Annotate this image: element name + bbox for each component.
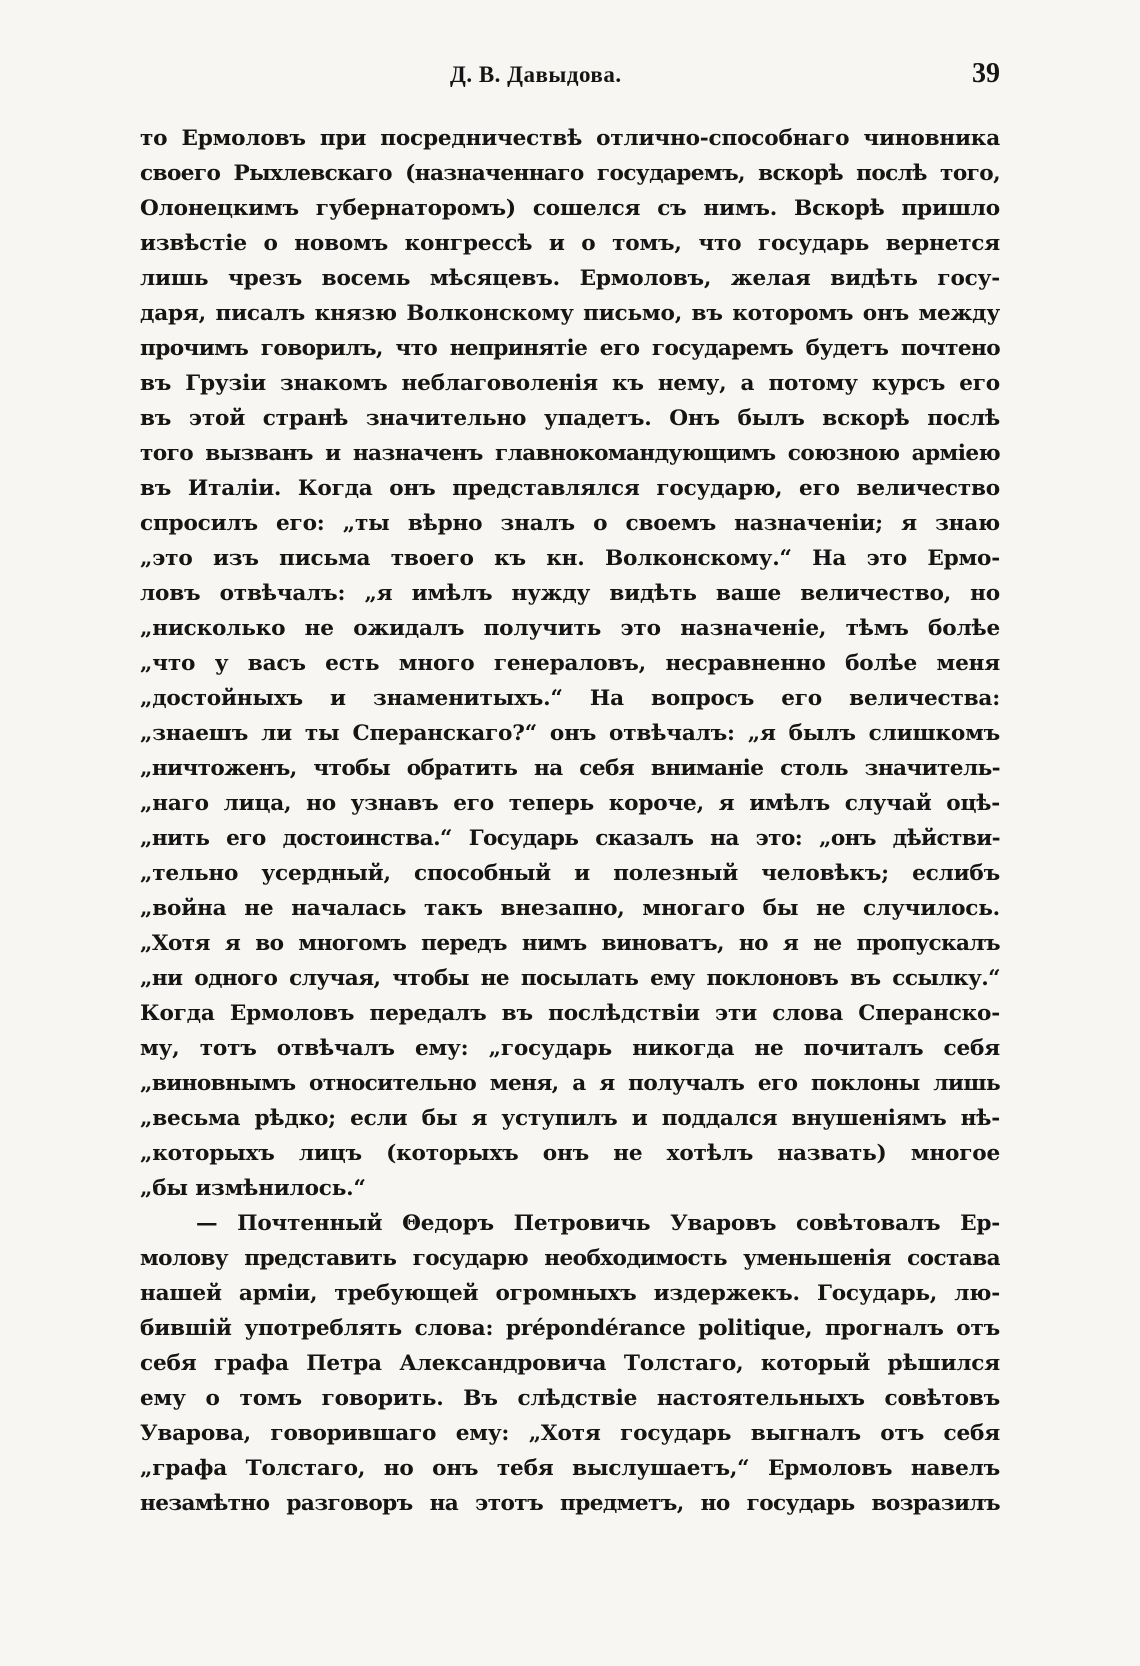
text-line: „которыхъ лицъ (которыхъ онъ не хотѣлъ назвать) многое	[140, 1141, 1000, 1166]
text-line: му, тотъ отвѣчалъ ему: „государь никогда не почиталъ себя	[140, 1036, 1000, 1061]
text-line: Когда Ермоловъ передалъ въ послѣдствіи эти слова Сперанско-	[140, 1001, 1000, 1026]
text-line: „ничтоженъ, чтобы обратить на себя вниманіе столь значитель-	[140, 756, 1000, 781]
text-line: незамѣтно разговоръ на этотъ предметъ, но государь возразилъ	[140, 1491, 1000, 1516]
text-line: бившій употреблять слова: prépondérance politique, прогналъ отъ	[140, 1316, 1000, 1341]
text-line: „война не началась такъ внезапно, многаго бы не случилось.	[140, 896, 1000, 921]
text-line: „графа Толстаго, но онъ тебя выслушаетъ,“ Ермоловъ навелъ	[140, 1456, 1000, 1481]
text-line: спросилъ его: „ты вѣрно зналъ о своемъ назначеніи; я знаю	[140, 511, 1000, 536]
text-line: Олонецкимъ губернаторомъ) сошелся съ нимъ. Вскорѣ пришло	[140, 196, 1000, 221]
text-line: Уварова, говорившаго ему: „Хотя государь выгналъ отъ себя	[140, 1421, 1000, 1446]
text-line: „бы измѣнилось.“	[140, 1176, 366, 1201]
page-header	[0, 58, 1140, 98]
text-line: лишь чрезъ восемь мѣсяцевъ. Ермоловъ, желая видѣть госу-	[140, 266, 1000, 291]
text-line: извѣстіе о новомъ конгрессѣ и о томъ, что государь вернется	[140, 231, 1000, 256]
text-line: „что у васъ есть много генераловъ, несравненно болѣе меня	[140, 651, 1000, 676]
text-line: то Ермоловъ при посредничествѣ отлично-способнаго чиновника	[140, 126, 1000, 151]
running-head: Д. В. Давыдова.	[450, 62, 622, 87]
text-line: „виновнымъ относительно меня, а я получалъ его поклоны лишь	[140, 1071, 1000, 1096]
body-text	[140, 121, 1000, 1521]
text-line: „тельно усердный, способный и полезный человѣкъ; еслибъ	[140, 861, 1000, 886]
text-line: нашей арміи, требующей огромныхъ издержекъ. Государь, лю-	[140, 1281, 1000, 1306]
text-line: „ни одного случая, чтобы не посылать ему поклоновъ въ ссылку.“	[140, 966, 1000, 991]
text-line: молову представить государю необходимость уменьшенія состава	[140, 1246, 1000, 1271]
text-line: „это изъ письма твоего къ кн. Волконскому.“ На это Ермо-	[140, 546, 1000, 571]
text-line: „достойныхъ и знаменитыхъ.“ На вопросъ его величества:	[140, 686, 1000, 711]
text-line: въ Грузіи знакомъ неблаговоленія къ нему, а потому курсъ его	[140, 371, 1000, 396]
text-line: „весьма рѣдко; если бы я уступилъ и поддался внушеніямъ нѣ-	[140, 1106, 1000, 1131]
text-line: даря, писалъ князю Волконскому письмо, въ которомъ онъ между	[140, 301, 1000, 326]
text-line: „нисколько не ожидалъ получить это назначеніе, тѣмъ болѣе	[140, 616, 1000, 641]
text-line: „нить его достоинства.“ Государь сказалъ на это: „онъ дѣйстви-	[140, 826, 1000, 851]
text-line: ему о томъ говорить. Въ слѣдствіе настоятельныхъ совѣтовъ	[140, 1386, 1000, 1411]
text-line: ловъ отвѣчалъ: „я имѣлъ нужду видѣть ваше величество, но	[140, 581, 1000, 606]
text-line: „Хотя я во многомъ передъ нимъ виноватъ, но я не пропускалъ	[140, 931, 1000, 956]
text-line: прочимъ говорилъ, что непринятіе его государемъ будетъ почтено	[140, 336, 1000, 361]
text-line: „знаешъ ли ты Сперанскаго?“ онъ отвѣчалъ: „я былъ слишкомъ	[140, 721, 1000, 746]
text-line: „наго лица, но узнавъ его теперь короче, я имѣлъ случай оцѣ-	[140, 791, 1000, 816]
text-line: того вызванъ и назначенъ главнокомандующимъ союзною арміею	[140, 441, 1000, 466]
paragraph-start-line: — Почтенный Θедоръ Петровичь Уваровъ совѣтовалъ Ер-	[196, 1211, 1000, 1236]
text-line: своего Рыхлевскаго (назначеннаго государемъ, вскорѣ послѣ того,	[140, 161, 1000, 186]
page-number: 39	[972, 58, 1000, 89]
text-line: въ Италіи. Когда онъ представлялся государю, его величество	[140, 476, 1000, 501]
text-line: себя графа Петра Александровича Толстаго, который рѣшился	[140, 1351, 1000, 1376]
text-line: въ этой странѣ значительно упадетъ. Онъ былъ вскорѣ послѣ	[140, 406, 1000, 431]
